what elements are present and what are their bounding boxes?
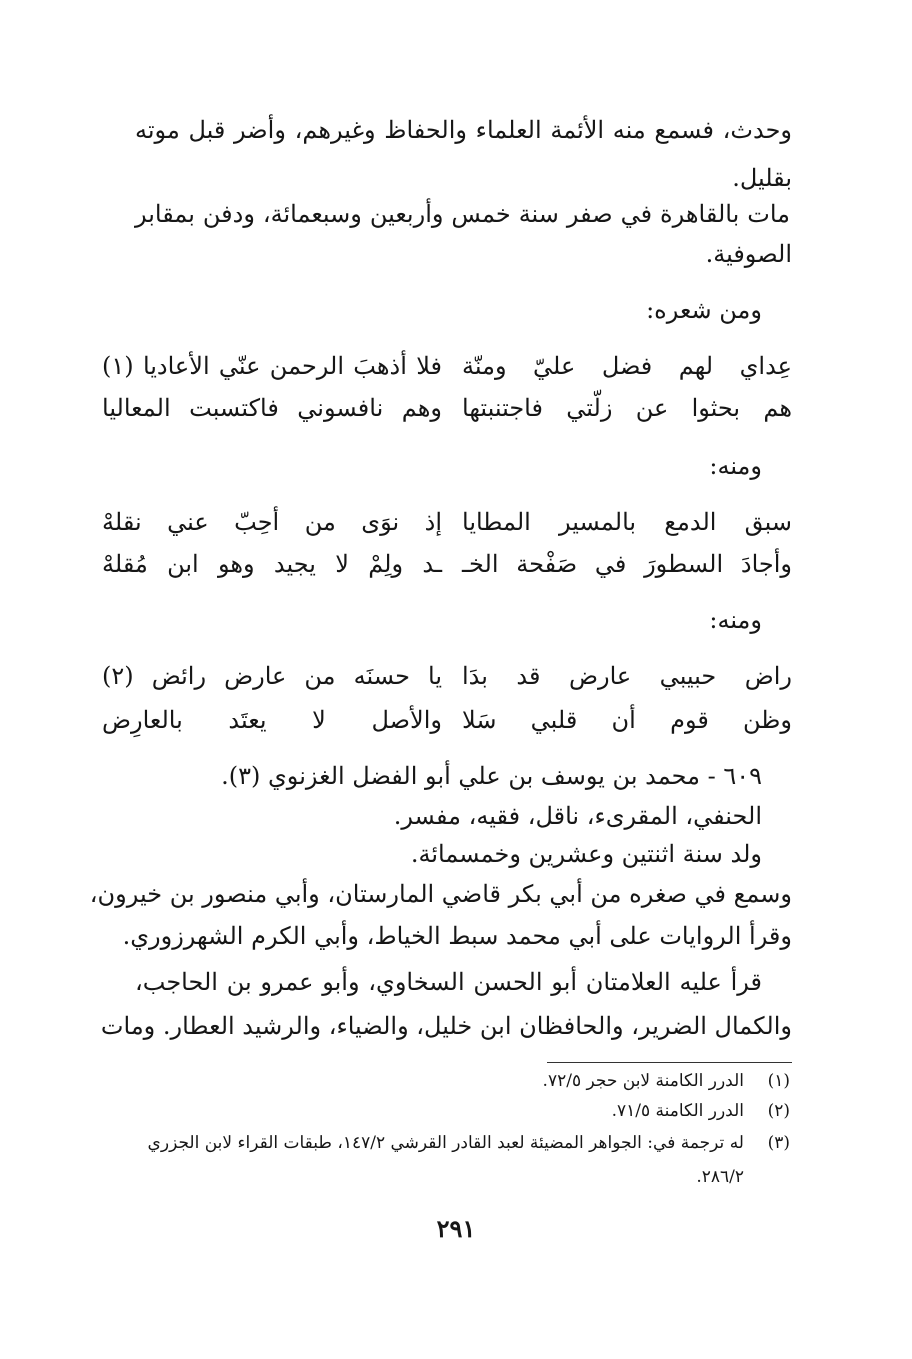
footnote [135, 1128, 790, 1158]
body-line: بقليل. [732, 164, 792, 192]
footnote-rule [547, 1062, 792, 1063]
footnote-text: الدرر الكامنة ٧١/٥. [611, 1101, 744, 1121]
body-line: وسمع في صغره من أبي بكر قاضي المارستان، وأبي منصور بن خيرون، [89, 880, 792, 908]
footnote-text: له ترجمة في: الجواهر المضيئة لعبد القادر القرشي ١٤٧/٢، طبقات القراء لابن الجزري [147, 1133, 744, 1153]
page-number: ٢٩١ [436, 1214, 476, 1243]
body-line: وقرأ الروايات على أبي محمد سبط الخياط، وأبي الكرم الشهرزوري. [122, 922, 792, 950]
body-line: الصوفية. [705, 240, 792, 268]
poem-intro: ومنه: [709, 452, 762, 480]
footnote-number: (١) [767, 1071, 790, 1091]
verse-hemistich: وظن قوم أن قلبي سَلا [462, 706, 792, 734]
footnote-text: ٢٨٦/٢. [696, 1167, 744, 1187]
verse-hemistich: وهم نافسوني فاكتسبت المعاليا [102, 394, 442, 422]
verse-hemistich: راض حبيبي عارض قد بدَا [462, 662, 792, 690]
verse-hemistich: والأصل لا يعتَد بالعارِض [102, 706, 442, 734]
body-line: ولد سنة اثنتين وعشرين وخمسمائة. [410, 840, 762, 868]
body-line: مات بالقاهرة في صفر سنة خمس وأربعين وسبعمائة، ودفن بمقابر [135, 200, 791, 228]
entry-heading: ٦٠٩ - محمد بن يوسف بن علي أبو الفضل الغزنوي (٣). [221, 762, 762, 790]
verse-hemistich: هم بحثوا عن زلّتي فاجتنبتها [462, 394, 792, 422]
footnote-number: (٢) [767, 1101, 790, 1121]
footnote-text: الدرر الكامنة لابن حجر ٧٢/٥. [542, 1071, 744, 1091]
verse-hemistich: وأجادَ السطورَ في صَفْحة الخـ [462, 550, 792, 578]
verse-hemistich: يا حسنَه من عارض رائض (٢) [102, 662, 442, 690]
verse-hemistich: فلا أذهبَ الرحمن عنّي الأعاديا (١) [102, 352, 442, 380]
verse-hemistich: إذ نوَى من أحِبّ عني نقلهْ [102, 508, 442, 536]
body-line: والكمال الضرير، والحافظان ابن خليل، والضياء، والرشيد العطار. ومات [100, 1012, 792, 1040]
verse-hemistich: عِداي لهم فضل عليّ ومنّة [462, 352, 792, 380]
footnote [135, 1162, 790, 1192]
body-line: وحدث، فسمع منه الأئمة العلماء والحفاظ وغيرهم، وأضر قبل موته [135, 116, 792, 144]
verse-hemistich: ـد ولِمْ لا يجيد وهو ابن مُقلهْ [102, 550, 442, 578]
poem-intro: ومنه: [709, 606, 762, 634]
footnote [135, 1066, 790, 1096]
body-line: الحنفي، المقرىء، ناقل، فقيه، مفسر. [393, 802, 762, 830]
footnote-number: (٣) [767, 1133, 790, 1153]
footnote [135, 1096, 790, 1126]
verse-hemistich: سبق الدمع بالمسير المطايا [462, 508, 792, 536]
poem-intro: ومن شعره: [646, 296, 762, 324]
body-line: قرأ عليه العلامتان أبو الحسن السخاوي، وأبو عمرو بن الحاجب، [135, 968, 762, 996]
